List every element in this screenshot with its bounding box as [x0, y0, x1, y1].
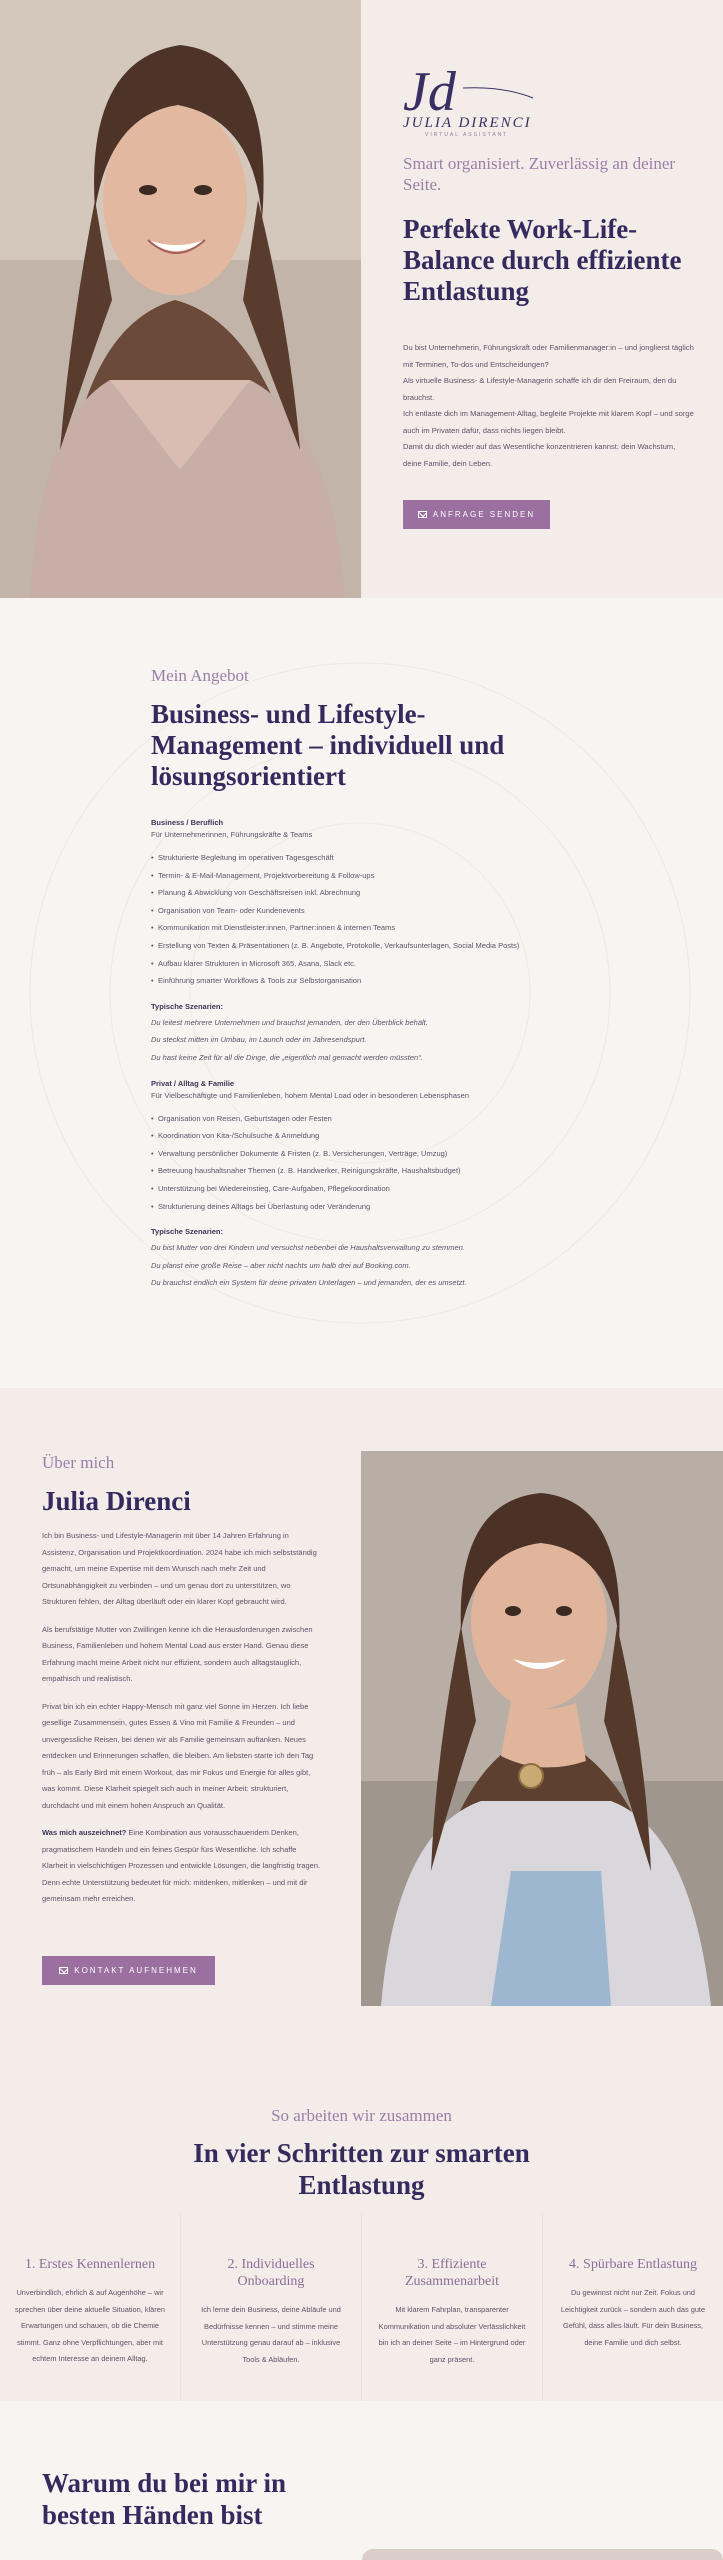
- why-section: [0, 2401, 723, 2560]
- private-scenarios: [151, 1239, 571, 1292]
- list-item: • Unterstützung bei Wiedereinstieg, Care-Aufgaben, Pflegekoordination: [151, 1180, 571, 1198]
- hero-title: Perfekte Work-Life-Balance durch effiziente Entlastung: [403, 214, 682, 306]
- step-text: Du gewinnst nicht nur Zeit. Fokus und Leichtigkeit zurück – sondern auch das gute Gefühl, dass alles läuft. Für dein Business, deine Familie und dich selbst.: [560, 2288, 706, 2347]
- business-list: [151, 849, 571, 990]
- logo-name: JULIA DIRENCI: [403, 115, 532, 131]
- list-item: • Koordination von Kita-/Schulsuche & Anmeldung: [151, 1127, 571, 1145]
- logo-subtitle: VIRTUAL ASSISTANT: [425, 132, 509, 138]
- hero-body-paragraph: Ich entlaste dich im Management-Alltag, begleite Projekte mit klarem Kopf – und sorge auch im Privaten dafür, dass nichts liegen bleibt.: [403, 409, 694, 435]
- mail-icon: [418, 511, 427, 518]
- contact-button[interactable]: [42, 1956, 215, 1985]
- send-request-button[interactable]: [403, 500, 550, 529]
- about-question: Was mich auszeichnet?: [42, 1828, 127, 1837]
- business-heading: Business / Beruflich: [151, 818, 224, 827]
- about-section: [0, 1388, 723, 2061]
- step-title: 3. Effiziente Zusammenarbeit: [404, 2257, 500, 2289]
- list-item: • Kommunikation mit Dienstleister:innen, Partner:innen & internen Teams: [151, 919, 571, 937]
- step-title: 2. Individuelles Onboarding: [227, 2257, 315, 2289]
- steps-title: In vier Schritten zur smarten Entlastung: [193, 2138, 530, 2200]
- mail-icon: [59, 1967, 68, 1974]
- about-paragraph: Als berufstätige Mutter von Zwillingen kenne ich die Herausforderungen zwischen Business, Familienleben und hohem Mental Load aus erster Hand. Genau diese Erfahrung macht meine Arbeit nicht nur effizient, sondern auch alltagstauglich, empathisch und realistisch.: [42, 1624, 313, 1683]
- step-card: [362, 2214, 543, 2401]
- scenario-item: Du steckst mitten im Umbau, im Launch oder im Jahresendspurt.: [151, 1035, 367, 1045]
- list-item: • Betreuung haushaltsnaher Themen (z. B. Handwerker, Reinigungskräfte, Haushaltsbudget): [151, 1162, 571, 1180]
- list-item: • Verwaltung persönlicher Dokumente & Fristen (z. B. Versicherungen, Verträge, Umzug): [151, 1145, 571, 1163]
- list-item: • Strukturierte Begleitung im operativen Tagesgeschäft: [151, 849, 571, 867]
- step-text: Mit klarem Fahrplan, transparenter Kommunikation und absoluter Verlässlichkeit bin ich an deiner Seite – im Hintergrund oder ganz präsent.: [378, 2305, 526, 2364]
- list-item: • Strukturierung deines Alltags bei Überlastung oder Veränderung: [151, 1198, 571, 1216]
- hero-kicker: Smart organisiert. Zuverlässig an deiner Seite.: [403, 154, 676, 194]
- scenario-item: Du bist Mutter von drei Kindern und versuchst nebenbei die Haushaltsverwaltung zu stemmen.: [151, 1243, 465, 1253]
- offer-title: Business- und Lifestyle-Management – individuell und lösungsorientiert: [151, 699, 505, 791]
- about-title: Julia Direnci: [42, 1486, 191, 1516]
- about-highlight-paragraph: [42, 1825, 322, 1908]
- send-request-label: ANFRAGE SENDEN: [432, 510, 536, 519]
- step-card: [0, 2214, 181, 2401]
- portrait-illustration: [361, 1451, 723, 2006]
- portrait-illustration: [0, 0, 361, 598]
- hero-body: [403, 340, 695, 472]
- private-subheading: Für Vielbeschäftigte und Familienleben, hohem Mental Load oder in besonderen Lebensphasen: [151, 1090, 469, 1100]
- about-portrait-image: [361, 1451, 723, 2006]
- hero-section: [0, 0, 723, 598]
- step-text: Ich lerne dein Business, deine Abläufe und Bedürfnisse kennen – und stimme meine Unterstützung genau darauf ab – inklusive Tools & Abläufen.: [201, 2305, 341, 2364]
- offer-details: [151, 818, 571, 1292]
- list-item: • Einführung smarter Workflows & Tools zur Selbstorganisation: [151, 972, 571, 990]
- private-scenarios-heading: Typische Szenarien:: [151, 1227, 223, 1237]
- step-card: [543, 2214, 723, 2401]
- about-paragraph: Privat bin ich ein echter Happy-Mensch mit ganz viel Sonne im Herzen. Ich liebe gesellige Zusammensein, gutes Essen & Vino mit Familie & Freunden – und unvergessliche Reisen, bei denen wir als Familie gemeinsam auftanken. Neues entdecken und Erinnerungen schaffen, die bleiben. Am liebsten starte ich den Tag früh – als Early Bird mit einem Workout, das mir Fokus und Energie für alles gibt, was kommt. Diese Klarheit spiegelt sich auch in meiner Arbeit: strukturiert, durchdacht und mit einem hohen Anspruch an Qualität.: [42, 1701, 314, 1810]
- scenario-item: Du leitest mehrere Unternehmen und brauchst jemanden, der den Überblick behält.: [151, 1017, 428, 1027]
- step-title: 4. Spürbare Entlastung: [569, 2257, 697, 2272]
- list-item: • Organisation von Reisen, Geburtstagen oder Festen: [151, 1110, 571, 1128]
- hero-body-paragraph: Damit du dich wieder auf das Wesentliche konzentrieren kannst: dein Wachstum, deine Familie, dein Leben.: [403, 442, 676, 468]
- step-text: Unverbindlich, ehrlich & auf Augenhöhe – wir sprechen über deine aktuelle Situation, klären Erwartungen und schauen, ob die Chemie stimmt. Ganz ohne Verpflichtungen, aber mit echtem Interesse an deinem Alltag.: [15, 2288, 165, 2363]
- steps-row: [0, 2214, 723, 2401]
- list-item: • Planung & Abwicklung von Geschäftsreisen inkl. Abrechnung: [151, 884, 571, 902]
- list-item: • Organisation von Team- oder Kundenevents: [151, 902, 571, 920]
- about-kicker: Über mich: [42, 1453, 115, 1472]
- scenario-item: Du hast keine Zeit für all die Dinge, die „eigentlich mal gemacht werden müssten“.: [151, 1052, 423, 1062]
- hero-body-paragraph: Du bist Unternehmerin, Führungskraft oder Familienmanager:in – und jonglierst täglich mit Terminen, To-dos und Entscheidungen?: [403, 343, 694, 369]
- steps-section: [0, 2061, 723, 2401]
- about-paragraph: Ich bin Business- und Lifestyle-Managerin mit über 14 Jahren Erfahrung in Assistenz, Organisation und Projektkoordination. 2024 habe ich mich selbstständig gemacht, um meine Expertise mit dem Wunsch nach mehr Zeit und Ortsunabhängigkeit zu verbinden – und um genau dort zu unterstützen, wo Strukturen fehlen, der Alltag überläuft oder ein klarer Kopf gebraucht wird.: [42, 1531, 317, 1606]
- about-answer: Eine Kombination aus vorausschauendem Denken, pragmatischem Handeln und ein feines Gespür fürs Wesentliche. Ich schaffe Klarheit in vielschichtigen Prozessen und entwickle Lösungen, die langfristig tragen. Denn echte Unterstützung bedeutet für mich: mitdenken, mitlenken – und mit dir gemeinsam mehr erreichen.: [42, 1828, 321, 1903]
- contact-label: KONTAKT AUFNEHMEN: [74, 1966, 198, 1975]
- private-heading: Privat / Alltag & Familie: [151, 1078, 235, 1088]
- about-body: [42, 1528, 322, 1919]
- business-scenarios-heading: Typische Szenarien:: [151, 1001, 223, 1011]
- why-image: [362, 2549, 723, 2560]
- step-card: [181, 2214, 362, 2401]
- step-title: 1. Erstes Kennenlernen: [24, 2257, 156, 2272]
- list-item: • Aufbau klarer Strukturen in Microsoft 365, Asana, Slack etc.: [151, 955, 571, 973]
- offer-section: [0, 598, 723, 1388]
- hero-content: [361, 0, 723, 598]
- offer-kicker: Mein Angebot: [151, 666, 249, 685]
- why-title: Warum du bei mir in besten Händen bist: [42, 2468, 287, 2530]
- scenario-item: Du planst eine große Reise – aber nicht nachts um halb drei auf Booking.com.: [151, 1260, 411, 1270]
- logo-initials: Jd: [403, 61, 456, 123]
- list-item: • Erstellung von Texten & Präsentationen (z. B. Angebote, Protokolle, Verkaufsunterlagen, Social Media Posts): [151, 937, 571, 955]
- hero-body-paragraph: Als virtuelle Business- & Lifestyle-Managerin schaffe ich dir den Freiraum, den du brauchst.: [403, 376, 677, 402]
- list-item: • Termin- & E-Mail-Management, Projektvorbereitung & Follow-ups: [151, 867, 571, 885]
- scenario-item: Du brauchst endlich ein System für deine privaten Unterlagen – und jemanden, der es umsetzt.: [151, 1278, 467, 1288]
- steps-kicker: So arbeiten wir zusammen: [271, 2106, 452, 2125]
- business-subheading: Für Unternehmerinnen, Führungskräfte & Teams: [151, 830, 313, 839]
- hero-portrait-image: [0, 0, 361, 598]
- business-scenarios: [151, 1014, 571, 1067]
- private-list: [151, 1110, 571, 1216]
